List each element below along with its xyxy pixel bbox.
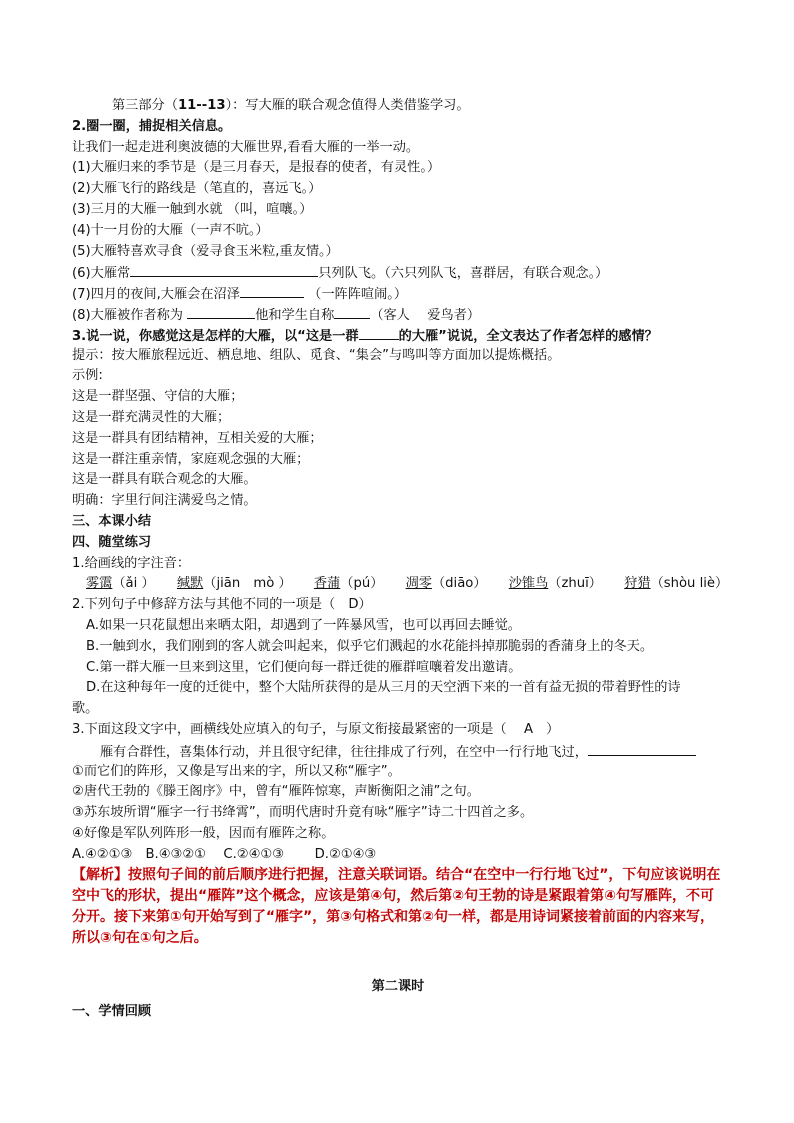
pinyin-reading: （ǎi ） xyxy=(112,576,155,592)
q2-item-2: (2)大雁飞行的路线是（笔直的，喜远飞。） xyxy=(72,181,322,197)
ex1-words xyxy=(72,574,729,595)
pinyin-reading: （shòu liè） xyxy=(650,576,729,592)
analysis-label: 【解析】 xyxy=(72,867,128,884)
ex3-analysis xyxy=(72,865,724,949)
ex1-title: 1.给画线的字注音： xyxy=(72,555,191,571)
q2-item-5: (5)大雁特喜欢寻食（爱寻食玉米粒,重友情。） xyxy=(72,243,339,259)
pinyin-word: 缄默 xyxy=(176,576,204,592)
q3-example-5: 这是一群具有联合观念的大雁。 xyxy=(72,472,257,488)
q3-example-label: 示例: xyxy=(72,368,103,384)
q2-title: 2.圈一圈，捕捉相关信息。 xyxy=(72,118,232,134)
fill-blank[interactable] xyxy=(588,741,696,756)
section-review-heading: 一、学情回顾 xyxy=(72,1004,152,1020)
pinyin-reading: （zhuī） xyxy=(548,576,602,592)
q3-example-3: 这是一群具有团结精神，互相关爱的大雁； xyxy=(72,430,323,446)
pinyin-word: 香蒲 xyxy=(313,576,341,592)
fill-blank[interactable] xyxy=(359,325,399,340)
q2-item-8-prefix: (8)大雁被作者称为 xyxy=(72,307,188,323)
q3-example-4: 这是一群注重亲情，家庭观念强的大雁； xyxy=(72,451,310,467)
document-content xyxy=(72,96,729,1023)
pinyin-word: 沙锥鸟 xyxy=(508,576,549,592)
fill-blank[interactable] xyxy=(240,283,304,298)
ex2-title: 2.下列句子中修辞方法与其他不同的一项是（ D） xyxy=(72,597,372,613)
ex2-option-c: C.第一群大雁一旦来到这里，它们便向每一群迁徙的雁群喧嚷着发出邀请。 xyxy=(86,659,522,675)
q2-item-7-suffix: （一阵阵喧闹。） xyxy=(303,287,408,303)
section-summary-heading: 三、本课小结 xyxy=(72,513,152,529)
lesson-2-title: 第二课时 xyxy=(371,979,425,995)
ex2-option-d-cont: 歌。 xyxy=(72,701,99,717)
ex3-sentence-4: ④好像是军队列阵形一般，因而有雁阵之称。 xyxy=(72,825,335,841)
q2-item-6-suffix: 只列队飞。（六只列队飞，喜群居，有联合观念。） xyxy=(318,266,609,282)
q3-hint: 提示：按大雁旅程远近、栖息地、组队、觅食、“集会”与鸣叫等方面加以提炼概括。 xyxy=(72,347,561,363)
pinyin-reading: （pú） xyxy=(340,576,384,592)
ex2-option-a: A.如果一只花鼠想出来晒太阳，却遇到了一阵暴风雪，也可以再回去睡觉。 xyxy=(86,617,521,633)
pinyin-reading: （diāo） xyxy=(431,576,487,592)
pinyin-word: 雾霭 xyxy=(86,576,113,592)
q2-item-7-prefix: (7)四月的夜间,大雁会在沼泽 xyxy=(72,287,240,303)
ex2-option-b: B.一触到水，我们刚到的客人就会叫起来，似乎它们溅起的水花能抖掉那脆弱的香蒲身上的冬天。 xyxy=(86,638,654,654)
q2-item-3: (3)三月的大雁一触到水就 （叫，喧嚷。） xyxy=(72,201,313,217)
q2-item-4: (4)十一月份的大雁（一声不吭。） xyxy=(72,222,269,238)
fill-blank[interactable] xyxy=(334,304,370,319)
q3-example-2: 这是一群充满灵性的大雁； xyxy=(72,409,231,425)
q2-item-8-middle: 他和学生自称 xyxy=(255,307,335,323)
ex2-option-d: D.在这种每年一度的迁徙中，整个大陆所获得的是从三月的天空洒下来的一首有益无损的带着野性的诗 xyxy=(86,680,681,696)
part3-text: ）：写大雁的联合观念值得人类借鉴学习。 xyxy=(225,98,470,113)
pinyin-word: 凋零 xyxy=(405,576,432,592)
q3-title-suffix: 的大雁”说说，全文表达了作者怎样的感情？ xyxy=(398,328,658,344)
analysis-text: 按照句子间的前后顺序进行把握，注意关联词语。结合“在空中一行行地飞过”，下句应该说明在空中飞的形状，提出“雁阵”这个概念，应该是第④句，然后第②句王勃的诗是紧跟着第④句写雁阵，不可分开。接下来第①句开始写到了“雁字”，第③句格式和第②句一样，都是用诗词紧接着前面的内容来写，所以③句在①句之后。 xyxy=(72,867,721,947)
q2-item-8 xyxy=(72,304,724,325)
q2-item-8-suffix: （客人 爱鸟者） xyxy=(370,307,481,323)
fill-blank[interactable] xyxy=(187,304,255,319)
q3-title-prefix: 3.说一说，你感觉这是怎样的大雁，以“这是一群 xyxy=(72,328,359,344)
q3-clarify: 明确：字里行间注满爱鸟之情。 xyxy=(72,493,257,509)
part3-line xyxy=(72,96,724,117)
q2-item-7 xyxy=(72,283,724,304)
q3-example-1: 这是一群坚强、守信的大雁； xyxy=(72,389,244,405)
q2-item-6-prefix: (6)大雁常 xyxy=(72,266,131,282)
ex3-sentence-2: ②唐代王勃的《滕王阁序》中，曾有“雁阵惊寒，声断衡阳之浦”之句。 xyxy=(72,784,480,800)
pinyin-word: 狩猎 xyxy=(624,576,651,592)
part3-range: 11--13 xyxy=(177,98,226,113)
ex3-passage xyxy=(72,741,724,762)
section-practice-heading: 四、随堂练习 xyxy=(72,534,152,550)
ex3-choices: A.④②①③ B.④③②① C.②④①③ D.②①④③ xyxy=(72,846,377,862)
q3-title xyxy=(72,325,724,346)
q2-item-6 xyxy=(72,262,724,283)
fill-blank[interactable] xyxy=(130,262,318,277)
ex3-title: 3.下面这段文字中，画横线处应填入的句子，与原文衔接最紧密的一项是（ A ） xyxy=(72,721,560,737)
part3-label: 第三部分（ xyxy=(112,98,178,113)
ex3-passage-text: 雁有合群性，喜集体行动，并且很守纪律，往往排成了行列，在空中一行行地飞过， xyxy=(100,744,588,760)
ex3-sentence-3: ③苏东坡所谓“雁字一行书绛霄”，而明代唐时升竟有咏“雁字”诗二十四首之多。 xyxy=(72,805,534,821)
ex3-sentence-1: ①而它们的阵形，又像是写出来的字，所以又称“雁字”。 xyxy=(72,763,401,779)
q2-item-1: (1)大雁归来的季节是（是三月春天，是报春的使者，有灵性。） xyxy=(72,160,441,176)
q2-intro: 让我们一起走进利奥波德的大雁世界,看看大雁的一举一动。 xyxy=(72,139,420,155)
pinyin-reading: （jiān mò ） xyxy=(203,576,292,592)
